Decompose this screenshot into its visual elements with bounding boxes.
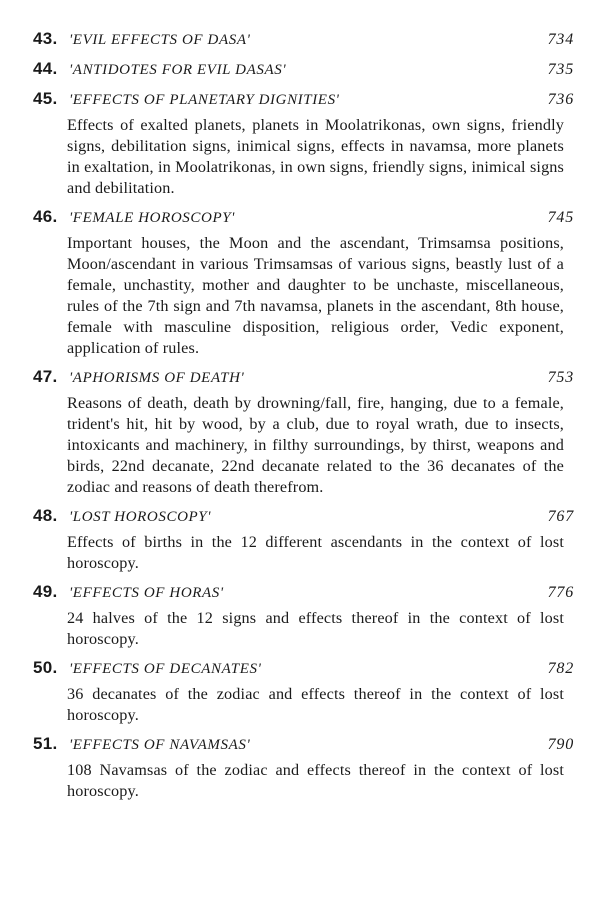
chapter-heading	[33, 26, 574, 51]
chapter-number: 44.	[33, 59, 58, 78]
chapter-heading	[33, 655, 574, 680]
chapter-number: 47.	[33, 367, 58, 386]
chapter-description: 36 decanates of the zodiac and effects thereof in the context of lost horoscopy.	[67, 685, 564, 724]
chapter-49	[33, 579, 574, 650]
chapter-48	[33, 503, 574, 574]
chapter-title: 'APHORISMS OF DEATH'	[69, 370, 245, 386]
chapter-45	[33, 86, 574, 199]
chapter-51	[33, 731, 574, 802]
chapter-page-number: 734	[547, 31, 574, 48]
chapter-number: 50.	[33, 658, 58, 677]
chapter-44	[33, 56, 574, 81]
chapter-43	[33, 26, 574, 51]
chapter-title: 'ANTIDOTES FOR EVIL DASAS'	[69, 62, 287, 78]
chapter-number: 43.	[33, 29, 58, 48]
chapter-heading	[33, 731, 574, 756]
chapter-number: 46.	[33, 207, 58, 226]
chapter-heading	[33, 579, 574, 604]
chapter-number: 48.	[33, 506, 58, 525]
chapter-title: 'EFFECTS OF NAVAMSAS'	[69, 737, 251, 753]
chapter-page-number: 745	[547, 209, 574, 226]
chapter-heading	[33, 503, 574, 528]
chapter-title: 'LOST HOROSCOPY'	[69, 509, 212, 525]
chapter-description: Effects of births in the 12 different ascendants in the context of lost horoscopy.	[67, 533, 564, 572]
chapter-page-number: 736	[547, 91, 574, 108]
chapter-title: 'EFFECTS OF HORAS'	[69, 585, 224, 601]
chapter-46	[33, 204, 574, 359]
chapter-title: 'EFFECTS OF PLANETARY DIGNITIES'	[69, 92, 340, 108]
chapter-50	[33, 655, 574, 726]
chapter-heading	[33, 204, 574, 229]
chapter-page-number: 790	[547, 736, 574, 753]
chapter-page-number: 776	[547, 584, 574, 601]
chapter-heading	[33, 86, 574, 111]
chapter-page-number: 782	[547, 660, 574, 677]
chapter-heading	[33, 56, 574, 81]
chapter-number: 49.	[33, 582, 58, 601]
chapter-page-number: 767	[547, 508, 574, 525]
chapter-title: 'EVIL EFFECTS OF DASA'	[69, 32, 251, 48]
chapter-number: 51.	[33, 734, 58, 753]
chapter-title: 'EFFECTS OF DECANATES'	[69, 661, 262, 677]
chapter-page-number: 735	[547, 61, 574, 78]
chapter-title: 'FEMALE HOROSCOPY'	[69, 210, 235, 226]
chapter-description: 24 halves of the 12 signs and effects thereof in the context of lost horoscopy.	[67, 609, 564, 648]
chapter-page-number: 753	[547, 369, 574, 386]
chapter-description: Effects of exalted planets, planets in Moolatrikonas, own signs, friendly signs, debilitation signs, inimical signs, effects in navamsa, more planets in exaltation, in Moolatrikonas, in own signs, friendly signs, inimical signs and debilitation.	[67, 116, 564, 197]
chapter-description: Reasons of death, death by drowning/fall, fire, hanging, due to a female, trident's hit, hit by wood, by a club, due to royal wrath, due to insects, intoxicants and machinery, in filthy surroundings, by thirst, weapons and birds, 22nd decanate, 22nd decanate related to the 36 decanates of the zodiac and reasons of death therefrom.	[67, 394, 564, 496]
chapter-heading	[33, 364, 574, 389]
chapter-description: Important houses, the Moon and the ascendant, Trimsamsa positions, Moon/ascendant in various Trimsamsas of various signs, beastly lust of a female, unchastity, mother and daughter to be unchaste, miscellaneous, rules of the 7th sign and 7th navamsa, planets in the ascendant, 8th house, female with masculine disposition, religious order, Vedic exponent, application of rules.	[67, 234, 564, 357]
chapter-47	[33, 364, 574, 498]
chapter-number: 45.	[33, 89, 58, 108]
chapter-description: 108 Navamsas of the zodiac and effects thereof in the context of lost horoscopy.	[67, 761, 564, 800]
